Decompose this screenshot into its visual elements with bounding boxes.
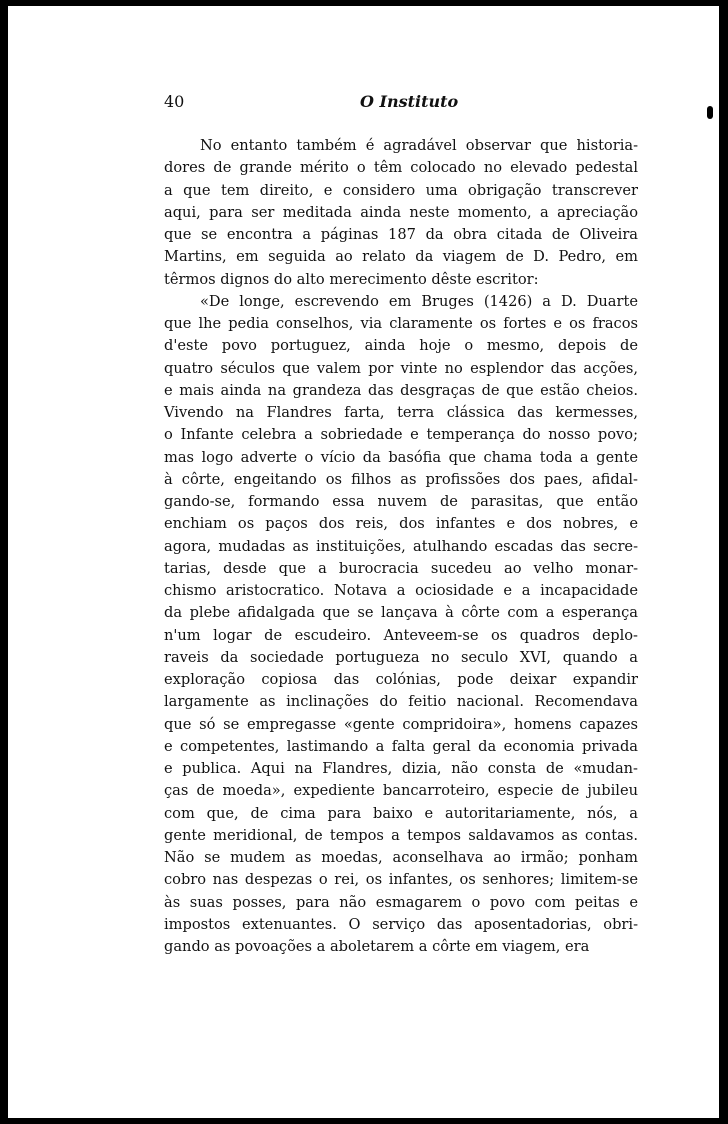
- text-line: «De longe, escrevendo em Bruges (1426) a D. Duarte: [200, 292, 638, 310]
- text-line: da plebe afidalgada que se lançava à côrte com a esperança: [164, 604, 638, 622]
- text-line: exploração copiosa das colónias, pode deixar expandir: [164, 671, 638, 688]
- text-line: raveis da sociedade portugueza no seculo XVI, quando a: [164, 648, 638, 666]
- text-line: No entanto também é agradável observar que historia-: [200, 137, 638, 154]
- text-line: impostos extenuantes. O serviço das aposentadorias, obri-: [164, 915, 638, 933]
- text-line: a que tem direito, e considero uma obrigação transcrever: [164, 181, 638, 199]
- text-line: às suas posses, para não esmagarem o povo com peitas e: [164, 893, 638, 911]
- text-line: Não se mudem as moedas, aconselhava ao irmão; ponham: [164, 849, 638, 866]
- text-line: largamente as inclinações do feitio nacional. Recomendava: [164, 693, 638, 711]
- text-line: e competentes, lastimando a falta geral da economia privada: [164, 737, 638, 755]
- text-line: Vivendo na Flandres farta, terra clássica das kermesses,: [164, 404, 638, 421]
- text-line: chismo aristocratico. Notava a ociosidade e a incapacidade: [164, 582, 638, 599]
- text-line: quatro séculos que valem por vinte no esplendor das acções,: [164, 359, 638, 377]
- paragraph: [164, 291, 638, 959]
- text-line: que se encontra a páginas 187 da obra citada de Oliveira: [164, 226, 638, 243]
- running-title: O Instituto: [360, 92, 459, 111]
- text-line: dores de grande mérito o têm colocado no elevado pedestal: [164, 159, 638, 177]
- text-line: que lhe pedia conselhos, via claramente os fortes e os fracos: [164, 315, 638, 332]
- text-line: gente meridional, de tempos a tempos saldavamos as contas.: [164, 826, 638, 844]
- text-line: têrmos dignos do alto merecimento dêste escritor:: [164, 270, 539, 288]
- text-line: o Infante celebra a sobriedade e temperança do nosso povo;: [164, 426, 638, 444]
- text-line: mas logo adverte o vício da basófia que chama toda a gente: [164, 448, 638, 466]
- text-line: n'um logar de escudeiro. Anteveem-se os quadros deplo-: [164, 626, 638, 644]
- text-line: Martins, em seguida ao relato da viagem de D. Pedro, em: [164, 248, 638, 266]
- text-line: agora, mudadas as instituições, atulhando escadas das secre-: [164, 537, 638, 555]
- text-line: aqui, para ser meditada ainda neste momento, a apreciação: [164, 203, 638, 221]
- body-text: [164, 135, 638, 958]
- book-page: [8, 6, 719, 1118]
- page-header: [8, 92, 719, 116]
- page-number: 40: [164, 92, 185, 111]
- text-line: à côrte, engeitando os filhos as profissões dos paes, afidal-: [164, 470, 638, 488]
- text-line: com que, de cima para baixo e autoritariamente, nós, a: [164, 804, 638, 822]
- text-line: que só se empregasse «gente compridoira», homens capazes: [164, 715, 638, 733]
- text-line: tarias, desde que a burocracia sucedeu ao velho monar-: [164, 559, 638, 577]
- text-line: e mais ainda na grandeza das desgraças de que estão cheios.: [164, 381, 638, 399]
- text-line: e publica. Aqui na Flandres, dizia, não consta de «mudan-: [164, 760, 638, 777]
- ink-spot: [707, 106, 713, 119]
- paragraph: [164, 135, 638, 291]
- text-line: cobro nas despezas o rei, os infantes, os senhores; limitem-se: [164, 871, 638, 889]
- text-line: gando-se, formando essa nuvem de parasitas, que então: [164, 493, 638, 510]
- text-line: gando as povoações a aboletarem a côrte em viagem, era: [164, 938, 590, 955]
- text-line: enchiam os paços dos reis, dos infantes e dos nobres, e: [164, 515, 638, 533]
- text-line: d'este povo portuguez, ainda hoje o mesmo, depois de: [164, 337, 638, 355]
- text-line: ças de moeda», expediente bancarroteiro, especie de jubileu: [164, 782, 638, 800]
